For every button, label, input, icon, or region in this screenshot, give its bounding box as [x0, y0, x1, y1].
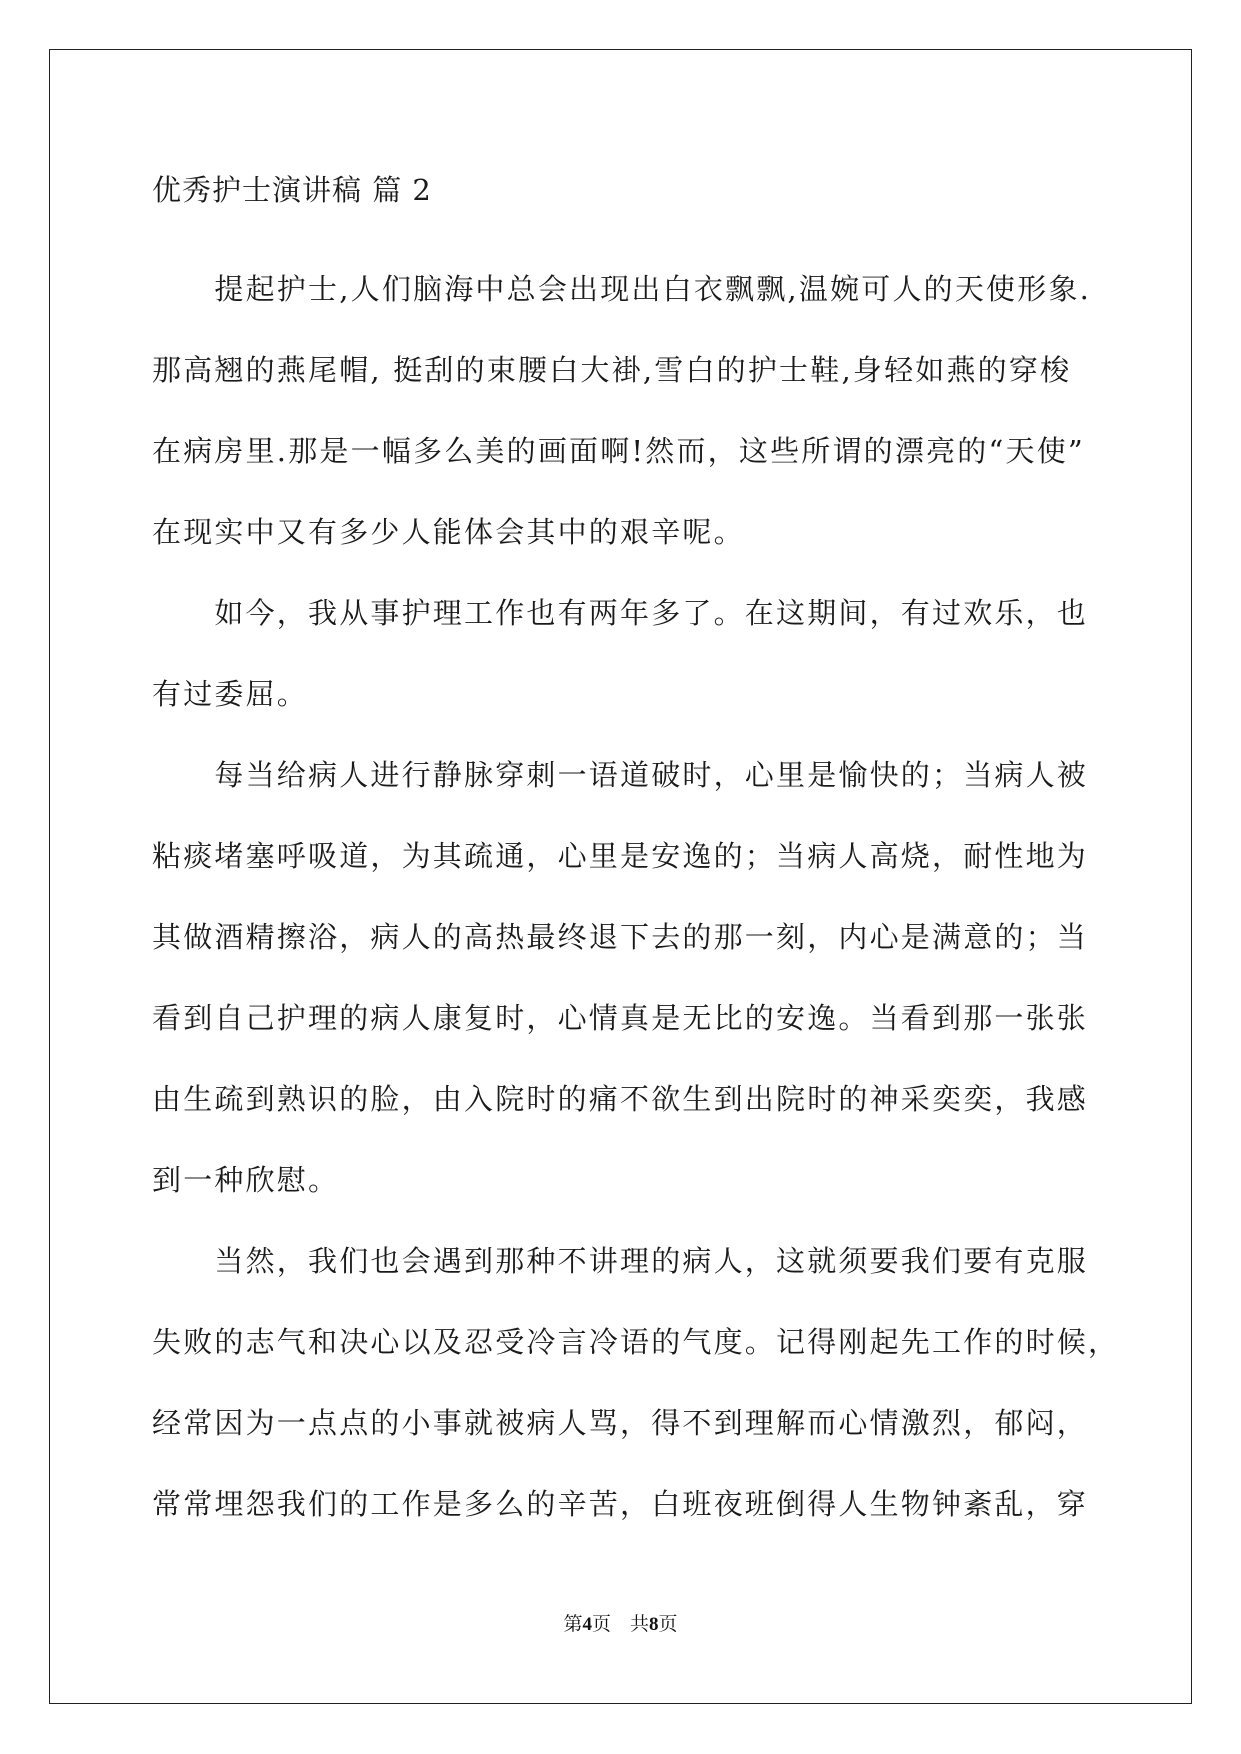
text-line: 每当给病人进行静脉穿刺一语道破时，心里是愉快的；当病人被	[152, 758, 1089, 792]
page-mid: 页 共	[591, 1614, 649, 1635]
text-line: 到一种欣慰。	[152, 1163, 340, 1197]
text-line: 有过委屈。	[152, 677, 309, 711]
text-line: 看到自己护理的病人康复时，心情真是无比的安逸。当看到那一张张	[152, 1001, 1089, 1035]
text-line: 常常埋怨我们的工作是多么的辛苦，白班夜班倒得人生物钟紊乱，穿	[152, 1487, 1089, 1521]
current-page-number: 4	[582, 1614, 592, 1635]
paragraph-1	[152, 249, 1092, 573]
text-line: 经常因为一点点的小事就被病人骂，得不到理解而心情激烈，郁闷，	[152, 1406, 1089, 1440]
text-line: 粘痰堵塞呼吸道，为其疏通，心里是安逸的；当病人高烧，耐性地为	[152, 839, 1089, 873]
text-line: 如今，我从事护理工作也有两年多了。在这期间，有过欢乐，也	[152, 596, 1089, 630]
document-body	[152, 168, 1120, 1545]
total-page-number: 8	[649, 1614, 659, 1635]
text-line: 当然，我们也会遇到那种不讲理的病人，这就须要我们要有克服	[152, 1244, 1089, 1278]
text-line: 在现实中又有多少人能体会其中的艰辛呢。	[152, 515, 745, 549]
paragraph-2	[152, 573, 1089, 735]
text-line: 那高翘的燕尾帽, 挺刮的束腰白大褂,雪白的护士鞋,身轻如燕的穿梭	[152, 353, 1072, 387]
page-suffix: 页	[658, 1614, 678, 1635]
text-line: 在病房里.那是一幅多么美的画面啊!然而，这些所谓的漂亮的“天使”	[152, 434, 1085, 468]
text-line: 由生疏到熟识的脸，由入院时的痛不欲生到出院时的神采奕奕，我感	[152, 1082, 1089, 1116]
page-prefix: 第	[563, 1614, 583, 1635]
text-line: 其做酒精擦浴，病人的高热最终退下去的那一刻，内心是满意的；当	[152, 920, 1089, 954]
paragraph-3	[152, 735, 1089, 1221]
section-heading: 优秀护士演讲稿 篇 2	[152, 173, 432, 207]
page-number-footer	[0, 1609, 1241, 1636]
text-line: 提起护士,人们脑海中总会出现出白衣飘飘,温婉可人的天使形象.	[152, 272, 1092, 306]
paragraph-4	[152, 1221, 1120, 1545]
text-line: 失败的志气和决心以及忍受冷言冷语的气度。记得刚起先工作的时候，	[152, 1325, 1120, 1359]
